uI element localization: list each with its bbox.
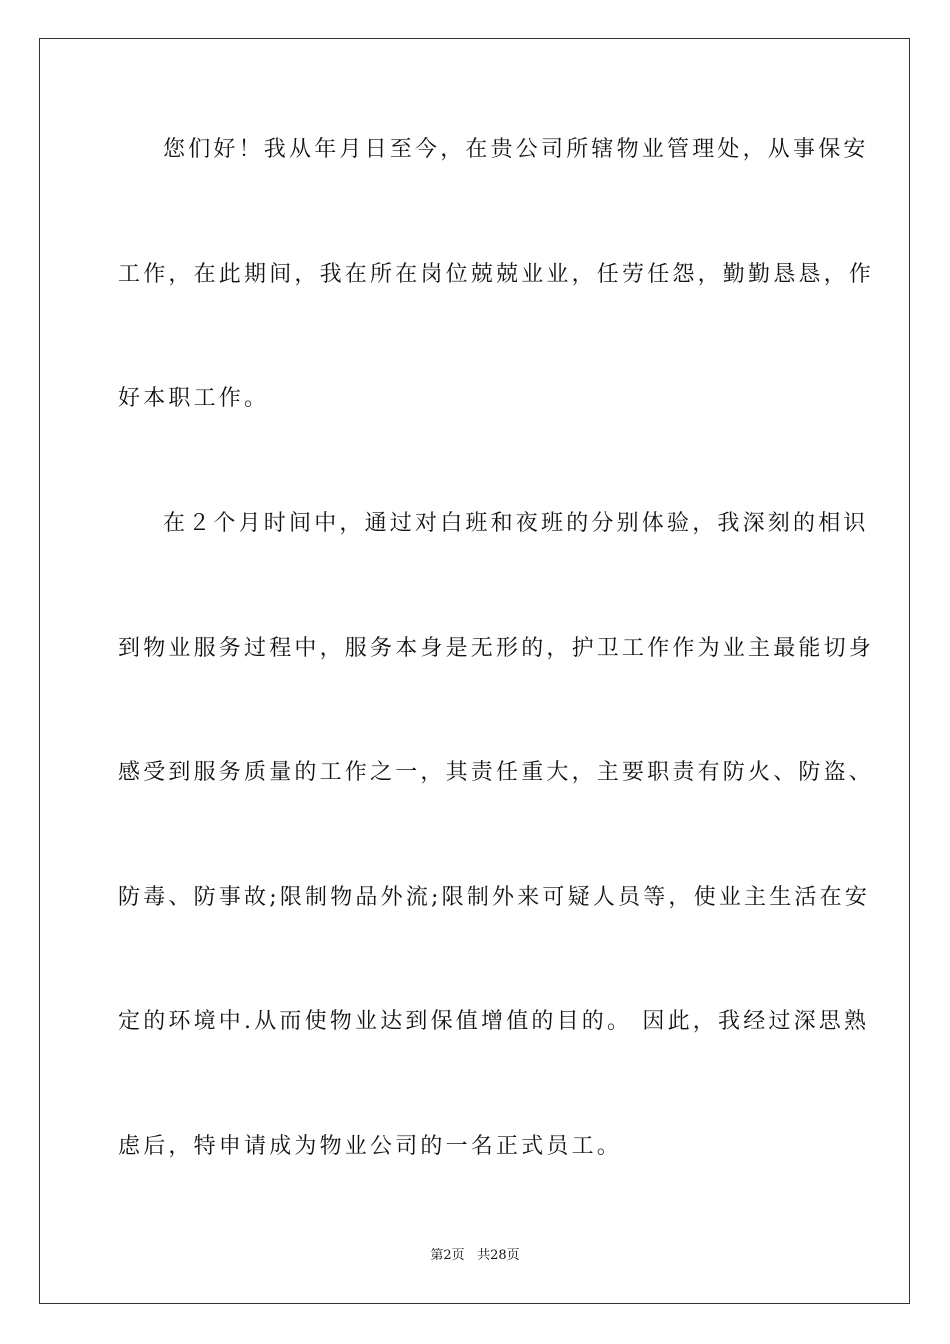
total-pages: 共28页 xyxy=(477,1248,520,1263)
paragraph-2-line-4: 防毒、防事故;限制物品外流;限制外来可疑人员等，使业主生活在安 xyxy=(118,885,871,910)
paragraph-2-line-6: 虑后，特申请成为物业公司的一名正式员工。 xyxy=(118,1134,623,1159)
paragraph-1-line-2: 工作，在此期间，我在所在岗位兢兢业业，任劳任怨，勤勤恳恳，作 xyxy=(118,262,875,287)
paragraph-1-line-3: 好本职工作。 xyxy=(118,386,270,411)
page-footer xyxy=(0,1247,950,1265)
paragraph-2-line-3: 感受到服务质量的工作之一，其责任重大，主要职责有防火、防盗、 xyxy=(118,760,875,785)
paragraph-1-line-1: 您们好！我从年月日至今，在贵公司所辖物业管理处，从事保安 xyxy=(163,137,869,162)
paragraph-2-line-1: 在２个月时间中，通过对白班和夜班的分别体验，我深刻的相识 xyxy=(163,511,869,536)
page-border xyxy=(39,38,910,1304)
paragraph-2-line-2: 到物业服务过程中，服务本身是无形的，护卫工作作为业主最能切身 xyxy=(118,636,875,661)
paragraph-2-line-5: 定的环境中.从而使物业达到保值增值的目的。 因此，我经过深思熟 xyxy=(118,1009,870,1034)
page-number: 第2页 xyxy=(430,1248,465,1263)
